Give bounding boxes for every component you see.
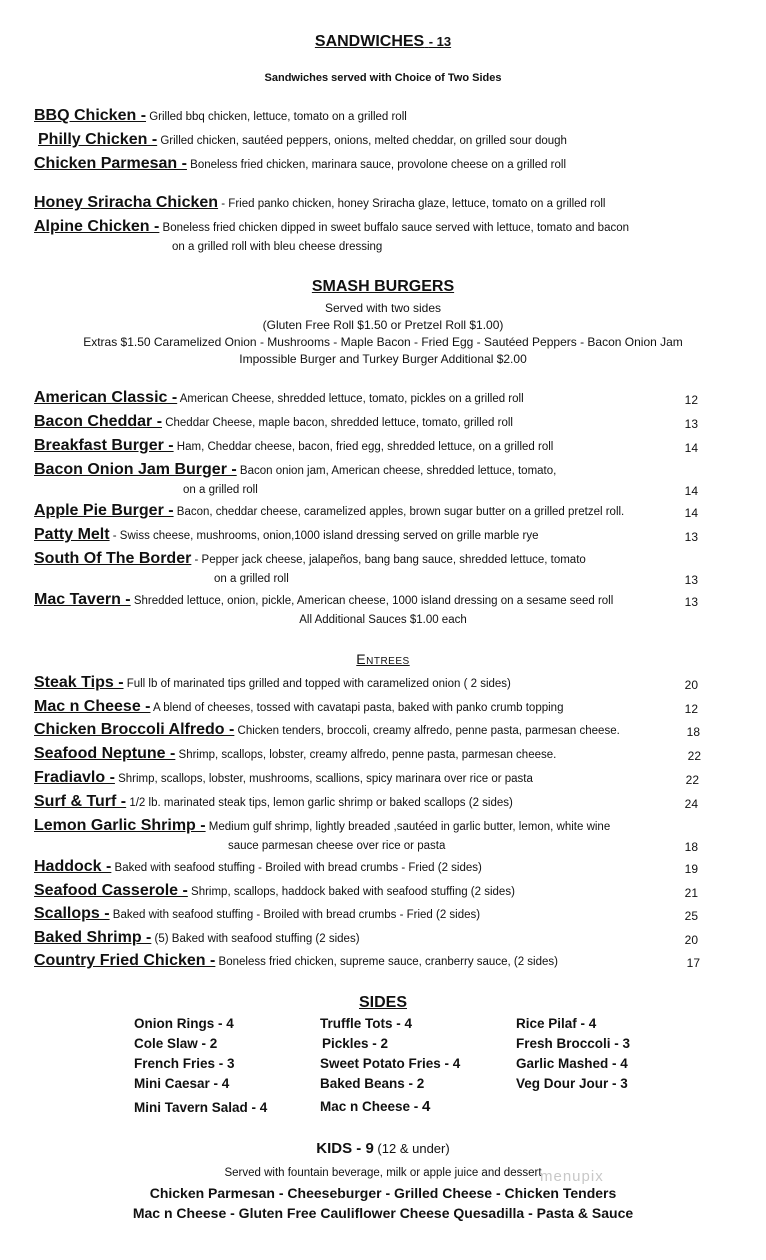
menu-item	[34, 817, 610, 835]
item-description: Boneless fried chicken dipped in sweet buffalo sauce served with lettuce, tomato and bacon	[159, 222, 630, 234]
item-description-continued: on a grilled roll	[183, 484, 258, 496]
item-name: Chicken Parmesan -	[34, 155, 187, 172]
item-name: Honey Sriracha Chicken	[34, 194, 219, 211]
sides-title: SIDES	[358, 994, 407, 1011]
side-item: Cole Slaw - 2	[134, 1036, 218, 1051]
menu-item	[34, 526, 538, 544]
side-item: Sweet Potato Fries - 4	[320, 1056, 461, 1071]
item-description: Medium gulf shrimp, lightly breaded ,sautéed in garlic butter, lemon, white wine	[205, 821, 611, 833]
menu-item	[34, 107, 407, 125]
item-price: 18	[684, 840, 698, 854]
item-description: Grilled bbq chicken, lettuce, tomato on a grilled roll	[146, 111, 407, 123]
sandwiches-price: - 13	[428, 34, 452, 49]
kids-title-text: KIDS - 9	[316, 1140, 374, 1157]
burgers-info-line: (Gluten Free Roll $1.50 or Pretzel Roll $1.00)	[262, 318, 504, 332]
menu-item	[34, 461, 556, 479]
item-description: Bacon onion jam, American cheese, shredded lettuce, tomato,	[236, 465, 557, 477]
menu-item	[34, 155, 566, 173]
side-item: French Fries - 3	[134, 1056, 235, 1071]
item-name: Bacon Onion Jam Burger -	[34, 461, 237, 478]
item-price: 19	[684, 862, 698, 876]
item-description: Shrimp, scallops, lobster, mushrooms, scallions, spicy marinara over rice or pasta	[114, 773, 533, 785]
menu-item	[34, 437, 553, 455]
sandwiches-subtitle: Sandwiches served with Choice of Two Sides	[264, 72, 502, 84]
item-name: Haddock -	[34, 858, 112, 875]
sandwiches-title	[0, 33, 766, 51]
menu-item	[34, 502, 624, 520]
item-price: 25	[684, 909, 698, 923]
item-name: Patty Melt	[34, 526, 110, 543]
item-price: 21	[684, 886, 698, 900]
item-description: - Fried panko chicken, honey Sriracha glaze, lettuce, tomato on a grilled roll	[218, 198, 606, 210]
item-name: Country Fried Chicken -	[34, 952, 216, 969]
item-name: Scallops -	[34, 905, 110, 922]
item-description: American Cheese, shredded lettuce, tomato, pickles on a grilled roll	[177, 393, 524, 405]
item-description: Shrimp, scallops, haddock baked with seafood stuffing (2 sides)	[187, 886, 515, 898]
side-item	[320, 1098, 430, 1115]
item-name: BBQ Chicken -	[34, 107, 147, 124]
item-description: Shrimp, scallops, lobster, creamy alfredo, penne pasta, parmesan cheese.	[175, 749, 557, 761]
item-description: A blend of cheeses, tossed with cavatapi pasta, baked with panko crumb topping	[150, 702, 564, 714]
item-name: Alpine Chicken -	[34, 218, 160, 235]
item-name: American Classic -	[34, 389, 178, 406]
kids-items-line: Mac n Cheese - Gluten Free Cauliflower Cheese Quesadilla - Pasta & Sauce	[132, 1205, 634, 1221]
menu-item	[34, 674, 511, 692]
item-name: Seafood Casserole -	[34, 882, 188, 899]
item-name: Baked Shrimp -	[34, 929, 152, 946]
item-description-continued: on a grilled roll with bleu cheese dressing	[172, 241, 383, 253]
menu-item	[34, 858, 482, 876]
item-name: Chicken Broccoli Alfredo -	[34, 721, 235, 738]
item-price: 24	[684, 797, 698, 811]
item-price: 14	[684, 484, 698, 498]
item-description: Boneless fried chicken, marinara sauce, provolone cheese on a grilled roll	[186, 159, 567, 171]
burgers-info-line: Impossible Burger and Turkey Burger Additional $2.00	[239, 352, 527, 366]
item-description: (5) Baked with seafood stuffing (2 sides)	[151, 933, 360, 945]
item-name: Seafood Neptune -	[34, 745, 176, 762]
item-description: 1/2 lb. marinated steak tips, lemon garlic shrimp or baked scallops (2 sides)	[126, 797, 513, 809]
item-name: Fradiavlo -	[34, 769, 115, 786]
item-description: Chicken tenders, broccoli, creamy alfredo, penne pasta, parmesan cheese.	[234, 725, 620, 737]
kids-subtitle: Served with fountain beverage, milk or apple juice and dessert	[224, 1167, 542, 1179]
side-item: Mini Caesar - 4	[134, 1076, 230, 1091]
menu-item	[34, 194, 605, 212]
item-description: Grilled chicken, sautéed peppers, onions, melted cheddar, on grilled sour dough	[157, 135, 567, 147]
side-item: Veg Dour Jour - 3	[516, 1076, 628, 1091]
burgers-title: SMASH BURGERS	[311, 278, 455, 295]
menu-item	[34, 698, 563, 716]
burgers-footer: All Additional Sauces $1.00 each	[299, 614, 467, 626]
item-description: Baked with seafood stuffing - Broiled with bread crumbs - Fried (2 sides)	[111, 862, 482, 874]
side-item: Truffle Tots - 4	[320, 1016, 413, 1031]
item-name: South Of The Border	[34, 550, 192, 567]
item-price: 14	[684, 441, 698, 455]
item-name: Philly Chicken -	[38, 131, 158, 148]
item-price: 22	[687, 749, 701, 763]
item-price: 13	[684, 417, 698, 431]
item-description: Boneless fried chicken, supreme sauce, cranberry sauce, (2 sides)	[215, 956, 558, 968]
burgers-info-line: Extras $1.50 Caramelized Onion - Mushrooms - Maple Bacon - Fried Egg - Sautéed Peppers - Bacon Onion Jam	[83, 335, 683, 349]
item-description: - Pepper jack cheese, jalapeños, bang bang sauce, shredded lettuce, tomato	[191, 554, 586, 566]
menu-item	[34, 952, 558, 970]
kids-title	[0, 1140, 766, 1157]
side-item-price: 4	[422, 1098, 431, 1115]
item-name: Steak Tips -	[34, 674, 124, 691]
item-name: Apple Pie Burger -	[34, 502, 174, 519]
item-description: Ham, Cheddar cheese, bacon, fried egg, shredded lettuce, on a grilled roll	[173, 441, 554, 453]
menu-item	[34, 769, 533, 787]
menu-item	[34, 793, 513, 811]
item-description: Bacon, cheddar cheese, caramelized apples, brown sugar butter on a grilled pretzel roll.	[173, 506, 625, 518]
item-price: 14	[684, 506, 698, 520]
side-item: Mini Tavern Salad - 4	[134, 1100, 268, 1115]
item-price: 13	[684, 573, 698, 587]
menu-item	[34, 591, 613, 609]
item-description: Shredded lettuce, onion, pickle, American cheese, 1000 island dressing on a sesame seed roll	[130, 595, 614, 607]
item-name: Bacon Cheddar -	[34, 413, 163, 430]
menu-item	[34, 929, 360, 947]
side-item: Pickles - 2	[322, 1036, 389, 1051]
item-price: 20	[684, 933, 698, 947]
side-item: Fresh Broccoli - 3	[516, 1036, 631, 1051]
item-price: 13	[684, 530, 698, 544]
item-price: 12	[684, 702, 698, 716]
side-item: Rice Pilaf - 4	[516, 1016, 597, 1031]
item-description: Baked with seafood stuffing - Broiled with bread crumbs - Fried (2 sides)	[109, 909, 481, 921]
item-description-continued: on a grilled roll	[214, 573, 289, 585]
item-price: 22	[685, 773, 699, 787]
kids-items-line: Chicken Parmesan - Cheeseburger - Grilled Cheese - Chicken Tenders	[149, 1185, 617, 1201]
menu-item	[34, 882, 515, 900]
side-item: Onion Rings - 4	[134, 1016, 234, 1031]
item-price: 12	[684, 393, 698, 407]
item-price: 17	[686, 956, 700, 970]
item-price: 18	[686, 725, 700, 739]
item-description: Cheddar Cheese, maple bacon, shredded lettuce, tomato, grilled roll	[162, 417, 513, 429]
burgers-info-line: Served with two sides	[324, 301, 442, 315]
item-description: - Swiss cheese, mushrooms, onion,1000 island dressing served on grille marble rye	[109, 530, 539, 542]
menu-item	[34, 550, 586, 568]
menu-item	[34, 218, 629, 236]
watermark: menupix	[540, 1168, 604, 1185]
item-name: Lemon Garlic Shrimp -	[34, 817, 206, 834]
entrees-title: Entrees	[356, 651, 410, 667]
item-price: 20	[684, 678, 698, 692]
menu-item	[34, 389, 524, 407]
kids-age-note: (12 & under)	[373, 1141, 450, 1156]
menu-item	[38, 131, 567, 149]
side-item-name: Mac n Cheese -	[320, 1099, 423, 1114]
item-name: Mac Tavern -	[34, 591, 131, 608]
menu-item	[34, 413, 513, 431]
item-name: Mac n Cheese -	[34, 698, 151, 715]
item-name: Surf & Turf -	[34, 793, 127, 810]
item-description: Full lb of marinated tips grilled and topped with caramelized onion ( 2 sides)	[123, 678, 511, 690]
menu-item	[34, 745, 556, 763]
side-item: Garlic Mashed - 4	[516, 1056, 628, 1071]
menu-item	[34, 905, 480, 923]
menu-item	[34, 721, 620, 739]
item-name: Breakfast Burger -	[34, 437, 174, 454]
item-price: 13	[684, 595, 698, 609]
item-description-continued: sauce parmesan cheese over rice or pasta	[228, 840, 446, 852]
sandwiches-title-text: SANDWICHES	[314, 33, 425, 50]
side-item: Baked Beans - 2	[320, 1076, 425, 1091]
